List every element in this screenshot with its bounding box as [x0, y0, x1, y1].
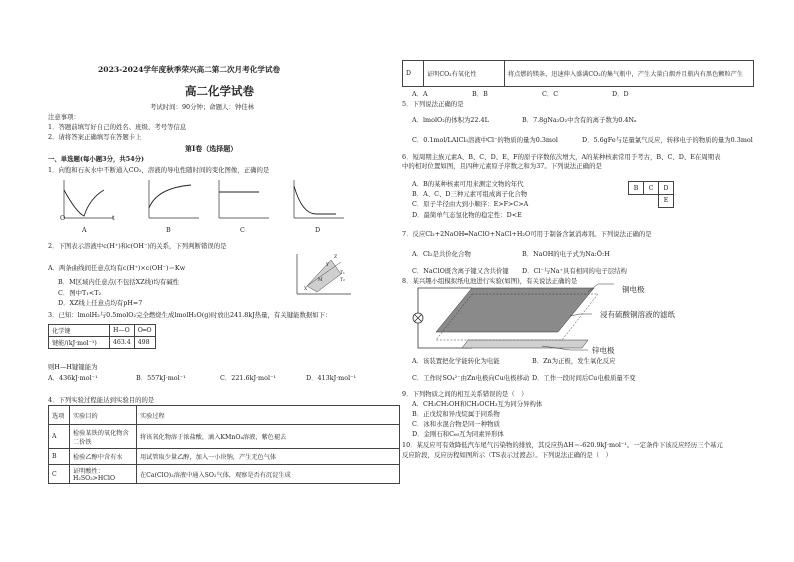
q10-text-line2: 反应阶段，反应历程如图所示（TS表示过渡态）。下列说法正确的是（ ）: [402, 451, 612, 459]
label-copper-electrode: 铜电极: [622, 285, 645, 294]
q8-option-a: A．该装置把化学能转化为电能: [412, 357, 500, 365]
q6-option-b: B．A、C、D三种元素可组成离子化合物: [412, 190, 528, 198]
q3-text: 3．已知：lmolH₂与0.5molO₂完全燃烧生成lmolH₂O(g)时放出241.8kJ热量，有关键能数据如下：: [48, 311, 332, 319]
table-cell: 498: [134, 337, 155, 349]
table-cell: 将该氧化物溶于浓盐酸，滴入KMnO₄溶液，紫色褪去: [137, 425, 400, 449]
table-row: [49, 406, 400, 425]
q3-option-a: A．436kJ·mol⁻¹: [48, 374, 98, 382]
q1-choice-c: C: [240, 226, 245, 234]
table-row: [49, 325, 156, 337]
q2-label-t1: T₁: [340, 271, 345, 276]
table-cell: 键能/(kJ·mol⁻¹): [49, 337, 110, 349]
q9-text: 9．下列物质之间的相互关系错误的是（ ）: [402, 390, 528, 398]
q2-label-y: Y: [326, 263, 329, 268]
q6-text-line2: 中的相对位置如图，且四种元素原子序数之和为37。下列说法正确的是: [402, 162, 602, 170]
table-row: [403, 61, 754, 87]
table-header-purpose: 实验目的: [70, 406, 137, 425]
q5-option-a: A．lmolO₂的体积为22.4L: [412, 116, 489, 124]
subject-title: 高二化学试卷: [185, 84, 254, 98]
grid-cell-b: B: [629, 182, 644, 195]
q1-choice-a: A: [82, 226, 87, 234]
exam-title: 2023-2024学年度秋季荣兴高二第二次月考化学试卷: [98, 65, 281, 74]
experiment-table: [48, 405, 400, 484]
grid-cell-empty: [629, 195, 644, 208]
grid-cell-d: D: [659, 182, 674, 195]
section-title: 第Ⅰ卷（选择题）: [185, 144, 238, 153]
q4-text: 4．下列实验过程能达到实验目的的是: [48, 396, 155, 404]
q8-option-d: D．工作一段时间后Cu电极质量不变: [532, 374, 636, 382]
q1-axis-t: t: [112, 214, 115, 222]
q1-choice-d: D: [315, 226, 321, 234]
q5-option-d: D．5.6gFe与足量氯气反应，转移电子的物质的量为0.3mol: [582, 136, 753, 144]
q4-option-d: D．D: [612, 90, 629, 98]
grid-cell-empty: [644, 195, 659, 208]
q7-option-d: D．Cl⁻与Na⁺具有相同的电子层结构: [522, 267, 627, 275]
q7-option-b: B．NaOH的电子式为Na:Ö:H: [522, 250, 610, 258]
periodic-grid: [628, 181, 674, 208]
q10-text-line1: 10．某反应可有效降低汽车尾气污染物的排放，其反应热ΔH＝-620.9kJ·mol⁻¹。一定条件下该反应经历三个基元: [402, 441, 723, 449]
table-cell: 证明CO₂有氧化性: [424, 61, 505, 87]
table-cell: D: [403, 61, 424, 87]
q4-option-b: B．B: [472, 90, 488, 98]
q5-option-b: B．7.8gNa₂O₂中含有的离子数为0.4Nₐ: [522, 116, 637, 124]
table-row: [629, 182, 674, 195]
q4-option-c: C．C: [542, 90, 559, 98]
table-row: [49, 465, 400, 484]
q6-option-d: D．最简单气态氢化物的稳定性：D<E: [412, 211, 522, 219]
table-cell: 检验乙醇中含有水: [70, 449, 137, 465]
notes-heading: 注意事项：: [48, 113, 80, 121]
table-cell: 用试管取少量乙醇，加入一小块钠，产生无色气体: [137, 449, 400, 465]
q7-option-c: C．NaClO既含离子键又含共价键: [412, 267, 509, 275]
q2-label-z: Z: [334, 255, 338, 260]
table-cell: H—O: [110, 325, 135, 337]
note-item-1: 1．答题前填写好自己的姓名、班级、考号等信息: [48, 123, 187, 131]
q7-text: 7．反应Cl₂+2NaOH═NaClO+NaCl+H₂O可用于制备含氯消毒剂。下列说法正确的是: [402, 230, 652, 238]
table-cell: 将点燃的镁条，迅速伸入盛满CO₂的集气瓶中，产生大量白烟并且瓶内有黑色颗粒产生: [505, 61, 754, 87]
table-cell: B: [49, 449, 70, 465]
q9-option-c: C．冰和水混合物是同一种物质: [412, 420, 500, 428]
q1-graph-b: [143, 178, 203, 223]
table-header-process: 实验过程: [137, 406, 400, 425]
table-header-option: 选项: [49, 406, 70, 425]
table-row: [629, 195, 674, 208]
q1-graph-a: [58, 178, 118, 223]
table-cell: 化学键: [49, 325, 110, 337]
table-cell: 证明酸性：H₂SO₃>HClO: [70, 465, 137, 484]
q8-option-b: B．Zn为正极，发生氧化反应: [532, 357, 616, 365]
q1-graph-c: [213, 178, 273, 223]
q8-option-c: C．工作时SO₄²⁻由Zn电极向Cu电极移动: [412, 374, 530, 382]
q5-option-c: C．0.1mol/LAlCl₃溶液中Cl⁻的物质的量为0.3mol: [412, 136, 558, 144]
q2-label-t2: T₂: [340, 278, 345, 283]
table-cell: 463.4: [110, 337, 135, 349]
label-zinc-electrode: 锌电极: [592, 346, 615, 355]
q3-option-b: B．557kJ·mol⁻¹: [136, 374, 186, 382]
q1-graph-d: [288, 178, 348, 223]
q2-label-m: M: [318, 278, 323, 283]
q9-option-a: A．CH₃CH₂OH和CH₃OCH₃互为同分异构体: [412, 400, 543, 408]
paper-battery-diagram: [402, 282, 757, 360]
q3-option-d: D．413kJ·mol⁻¹: [306, 374, 357, 382]
q2-option-c: C．图中T₁<T₂: [58, 289, 102, 297]
section-subtitle: 一、单选题(每小题3分，共54分): [48, 155, 145, 163]
q6-option-a: A．B的某种核素可用来测定文物的年代: [412, 180, 524, 188]
q9-option-d: D．金刚石和C₆₀互为同素异形体: [412, 430, 504, 438]
label-filter-paper: 浸有硫酸铜溶液的滤纸: [600, 310, 675, 319]
table-cell: 在Ca(ClO)₂溶液中通入SO₂气体，观察是否有沉淀生成: [137, 465, 400, 484]
q1-choice-b: B: [166, 226, 171, 234]
q2-option-d: D．XZ线上任意点均有pH=7: [58, 299, 143, 307]
q2-option-a: A．两条曲线间任意点均有c(H⁺)×c(OH⁻)＝Kw: [48, 264, 186, 272]
q3-ask: 则H—H键键能为: [48, 363, 98, 371]
experiment-table-continued: [402, 60, 754, 87]
q1-text: 1．向饱和石灰水中不断通入CO₂，溶液的导电性随时间的变化图像，正确的是: [48, 166, 270, 174]
table-row: [49, 337, 156, 349]
q1-axis-o: O: [60, 214, 66, 222]
grid-cell-e: E: [659, 195, 674, 208]
q6-option-c: C．原子半径由大到小顺序：E>F>C>A: [412, 200, 529, 208]
exam-meta: 考试时间：90分钟；命题人：钟佳林: [150, 103, 254, 111]
q4-option-a: A．A: [412, 90, 428, 98]
q2-option-b: B．M区域内任意点(不包括XZ线)均有碱性: [58, 278, 180, 286]
note-item-2: 2．请将答案正确填写在答题卡上: [48, 133, 142, 141]
table-row: [49, 449, 400, 465]
table-cell: A: [49, 425, 70, 449]
q2-text: 2．下图表示溶液中c(H⁺)和c(OH⁻)的关系，下列判断错误的是: [48, 242, 227, 250]
table-cell: C: [49, 465, 70, 484]
q9-option-b: B．正戊烷和异戊烷属于同系物: [412, 410, 500, 418]
q5-text: 5．下列说法正确的是: [402, 100, 464, 108]
table-cell: 检验某铁的氧化物含二价铁: [70, 425, 137, 449]
table-row: [49, 425, 400, 449]
q6-text-line1: 6．短周期主族元素A、B、C、D、E、F的原子序数依次增大，A的某种核素常用于考古，B、C、D、E在周期表: [402, 153, 721, 161]
grid-cell-c: C: [644, 182, 659, 195]
q8-text: 8．某兴趣小组模拟纸电池进行实验(如图)，有关说法正确的是: [402, 277, 578, 285]
q3-option-c: C．221.6kJ·mol⁻¹: [220, 374, 276, 382]
bond-energy-table: [48, 324, 156, 349]
q2-label-x: X: [304, 287, 308, 292]
table-cell: O═O: [134, 325, 155, 337]
q7-option-a: A．Cl₂是共价化合物: [412, 250, 471, 258]
